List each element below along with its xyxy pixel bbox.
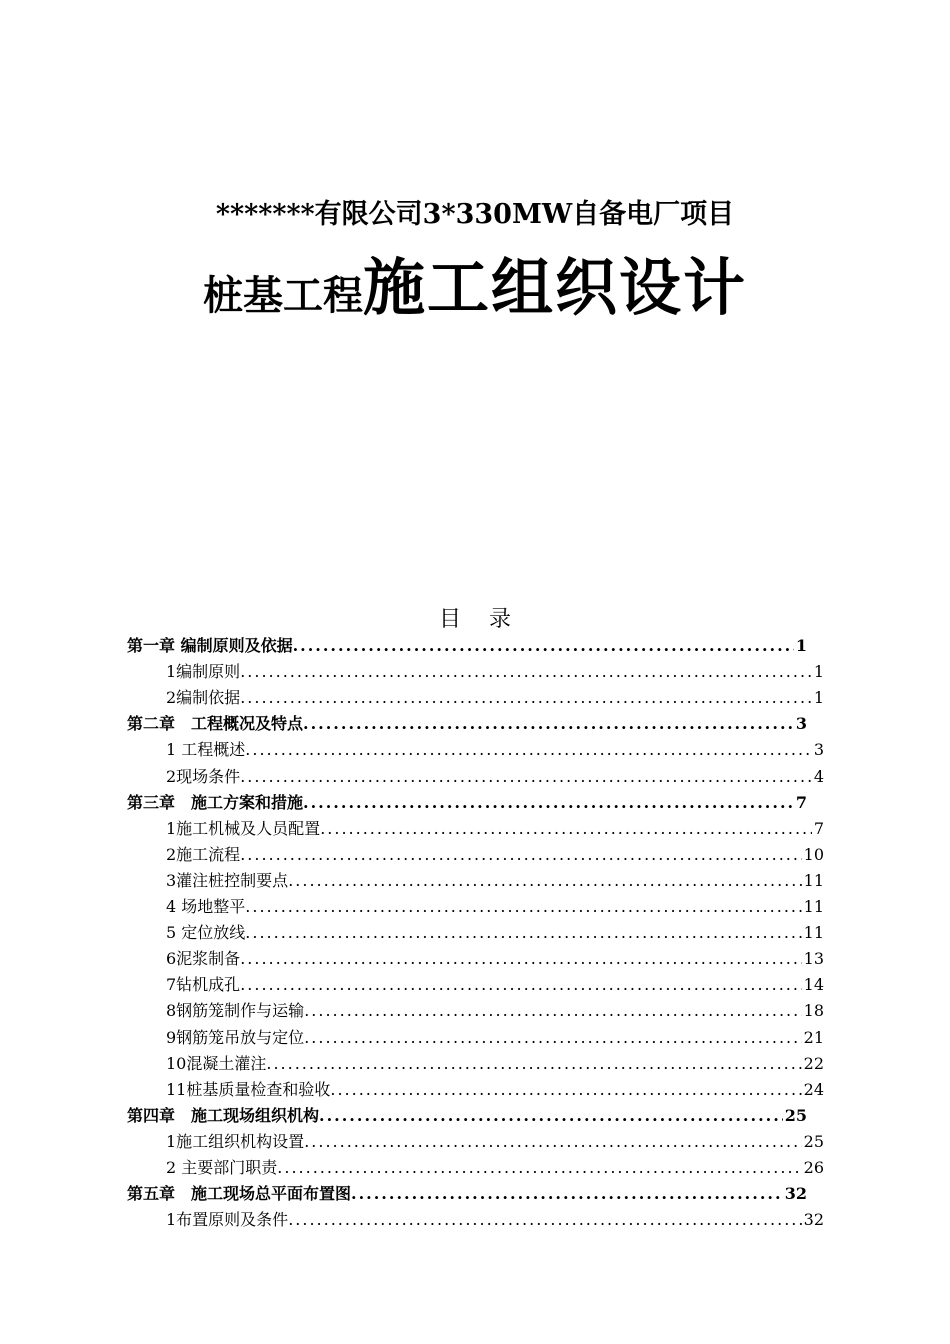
toc-entry-page: 32 [803,1210,824,1230]
toc-section-entry[interactable] [166,946,824,972]
toc-dot-leader [240,685,812,711]
toc-dot-leader [240,946,801,972]
toc-dot-leader [330,1077,801,1103]
toc-entry-page: 1 [795,636,807,655]
document-title-line1: *******有限公司3*330MW自备电厂项目 [215,199,735,230]
toc-entry-label: 6泥浆制备 [166,949,241,969]
toc-entry-label: 8钢筋笼制作与运输 [166,1001,305,1021]
toc-section-entry[interactable] [166,1207,824,1233]
toc-section-entry[interactable] [166,685,824,711]
toc-entry-page: 1 [813,662,824,682]
toc-section-entry[interactable] [166,764,824,790]
toc-entry-page: 1 [813,688,824,708]
toc-entry-page: 24 [803,1079,824,1099]
toc-section-entry[interactable] [166,920,824,946]
toc-section-entry[interactable] [166,1155,824,1181]
toc-heading: 目 录 [439,607,511,632]
toc-entry-label: 2 主要部门职责 [166,1158,278,1177]
toc-dot-leader [240,659,812,685]
toc-entry-page: 18 [803,1001,824,1021]
toc-entry-page: 11 [803,870,824,890]
toc-entry-label: 1编制原则 [166,662,241,682]
toc-dot-leader [351,1181,783,1207]
toc-dot-leader [266,1051,801,1077]
toc-section-entry[interactable] [166,737,824,763]
toc-dot-leader [319,1103,783,1129]
toc-dot-leader [288,1207,801,1233]
toc-dot-leader [320,816,812,842]
toc-entry-page: 32 [784,1184,807,1204]
toc-entry-label: 10混凝土灌注 [166,1053,267,1073]
toc-dot-leader [277,1155,801,1181]
toc-entry-page: 21 [803,1027,824,1047]
toc-entry-label: 第一章 编制原则及依据 [127,636,293,655]
toc-chapter-entry[interactable] [127,790,807,816]
toc-entry-label: 1布置原则及条件 [166,1210,289,1230]
toc-entry-page: 10 [803,844,824,864]
document-title-line2 [0,248,950,344]
toc-entry-page: 14 [803,975,824,995]
toc-entry-label: 第二章 工程概况及特点 [127,714,304,734]
toc-entry-page: 26 [803,1158,824,1177]
toc-entry-page: 3 [813,740,824,760]
toc-entry-label: 2施工流程 [166,844,241,864]
toc-section-entry[interactable] [166,998,824,1024]
toc-section-entry[interactable] [166,842,824,868]
toc-section-entry[interactable] [166,1077,824,1103]
toc-entry-label: 1 工程概述 [166,740,246,760]
toc-entry-page: 3 [795,714,807,734]
toc-dot-leader [304,1129,801,1155]
toc-dot-leader [293,633,794,659]
toc-dot-leader [240,842,801,868]
toc-entry-label: 9钢筋笼吊放与定位 [166,1027,305,1047]
toc-chapter-entry[interactable] [127,711,807,737]
document-title-main: 施工组织设计 [362,251,747,324]
toc-chapter-entry[interactable] [127,633,807,659]
toc-dot-leader [245,920,801,946]
toc-dot-leader [304,1025,801,1051]
toc-entry-page: 13 [803,949,824,969]
toc-dot-leader [303,711,794,737]
toc-chapter-entry[interactable] [127,1181,807,1207]
toc-entry-label: 1施工机械及人员配置 [166,818,321,838]
toc-section-entry[interactable] [166,1025,824,1051]
toc-entry-label: 1施工组织机构设置 [166,1131,305,1151]
toc-entry-label: 3灌注桩控制要点 [166,870,289,890]
toc-entry-label: 第四章 施工现场组织机构 [127,1105,320,1125]
toc-entry-page: 11 [803,923,824,943]
toc-dot-leader [304,998,801,1024]
toc-entry-page: 7 [813,818,824,838]
toc-entry-label: 2编制依据 [166,688,241,708]
toc-entry-page: 11 [803,897,824,916]
toc-entry-label: 4 场地整平 [166,897,246,916]
toc-entry-label: 5 定位放线 [166,923,246,943]
toc-section-entry[interactable] [166,868,824,894]
toc-entry-page: 7 [795,792,807,812]
toc-section-entry[interactable] [166,1129,824,1155]
toc-chapter-entry[interactable] [127,1103,807,1129]
toc-dot-leader [245,894,801,920]
toc-entry-label: 第五章 施工现场总平面布置图 [127,1184,352,1204]
toc-section-entry[interactable] [166,894,824,920]
toc-dot-leader [240,764,812,790]
toc-dot-leader [303,790,794,816]
toc-entry-label: 11桩基质量检查和验收 [166,1079,331,1099]
toc-section-entry[interactable] [166,972,824,998]
toc-section-entry[interactable] [166,659,824,685]
toc-dot-leader [288,868,801,894]
toc-dot-leader [240,972,801,998]
document-title-project: 桩基工程 [202,272,363,319]
toc-entry-page: 25 [803,1131,824,1151]
toc-entry-page: 22 [803,1053,824,1073]
toc-entry-page: 4 [813,766,824,786]
toc-section-entry[interactable] [166,1051,824,1077]
toc-entry-label: 第三章 施工方案和措施 [127,792,304,812]
toc-entry-label: 2现场条件 [166,766,241,786]
toc-entry-page: 25 [784,1105,807,1125]
toc-entry-label: 7钻机成孔 [166,975,241,995]
toc-dot-leader [245,737,812,763]
toc-section-entry[interactable] [166,816,824,842]
